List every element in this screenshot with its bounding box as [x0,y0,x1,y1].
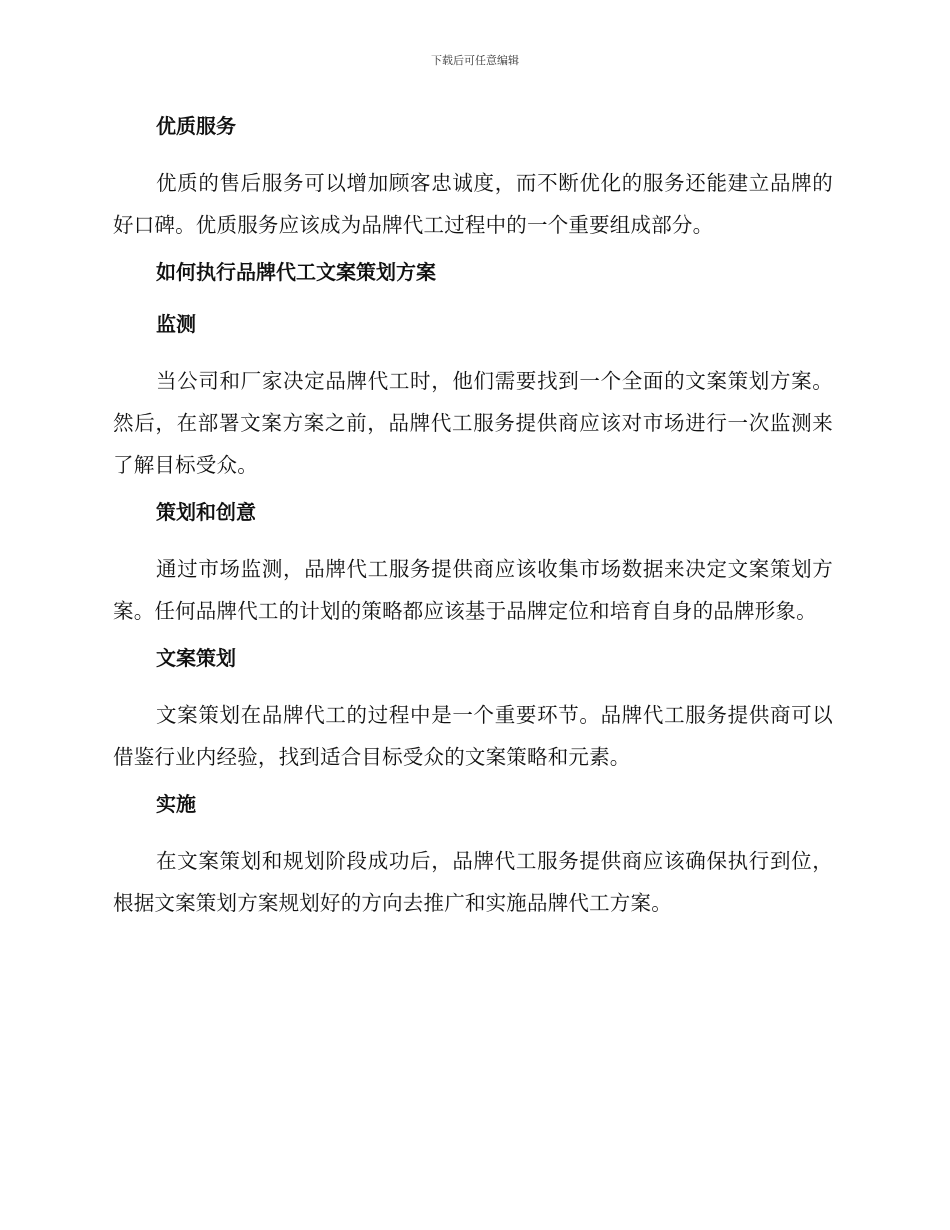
section-paragraph-monitoring: 当公司和厂家决定品牌代工时，他们需要找到一个全面的文案策划方案。然后，在部署文案方案之前，品牌代工服务提供商应该对市场进行一次监测来了解目标受众。 [113,369,833,477]
section-heading-monitoring: 监测 [156,312,196,336]
section-heading-quality-service: 优质服务 [156,114,236,138]
section-heading-implementation: 实施 [156,792,196,816]
section-paragraph-planning-creativity: 通过市场监测，品牌代工服务提供商应该收集市场数据来决定文案策划方案。任何品牌代工的计划的策略都应该基于品牌定位和培育自身的品牌形象。 [113,557,833,623]
section-paragraph-copy-planning: 文案策划在品牌代工的过程中是一个重要环节。品牌代工服务提供商可以借鉴行业内经验，找到适合目标受众的文案策略和元素。 [113,703,833,769]
page-header: 下载后可任意编辑 [431,54,519,67]
document-body [113,110,833,934]
section-paragraph-implementation: 在文案策划和规划阶段成功后，品牌代工服务提供商应该确保执行到位，根据文案策划方案规划好的方向去推广和实施品牌代工方案。 [113,849,833,915]
section-heading-copy-planning: 文案策划 [156,646,236,670]
section-heading-execution: 如何执行品牌代工文案策划方案 [156,260,436,284]
section-paragraph-quality-service: 优质的售后服务可以增加顾客忠诚度，而不断优化的服务还能建立品牌的好口碑。优质服务应该成为品牌代工过程中的一个重要组成部分。 [113,171,833,237]
section-heading-planning-creativity: 策划和创意 [156,500,256,524]
